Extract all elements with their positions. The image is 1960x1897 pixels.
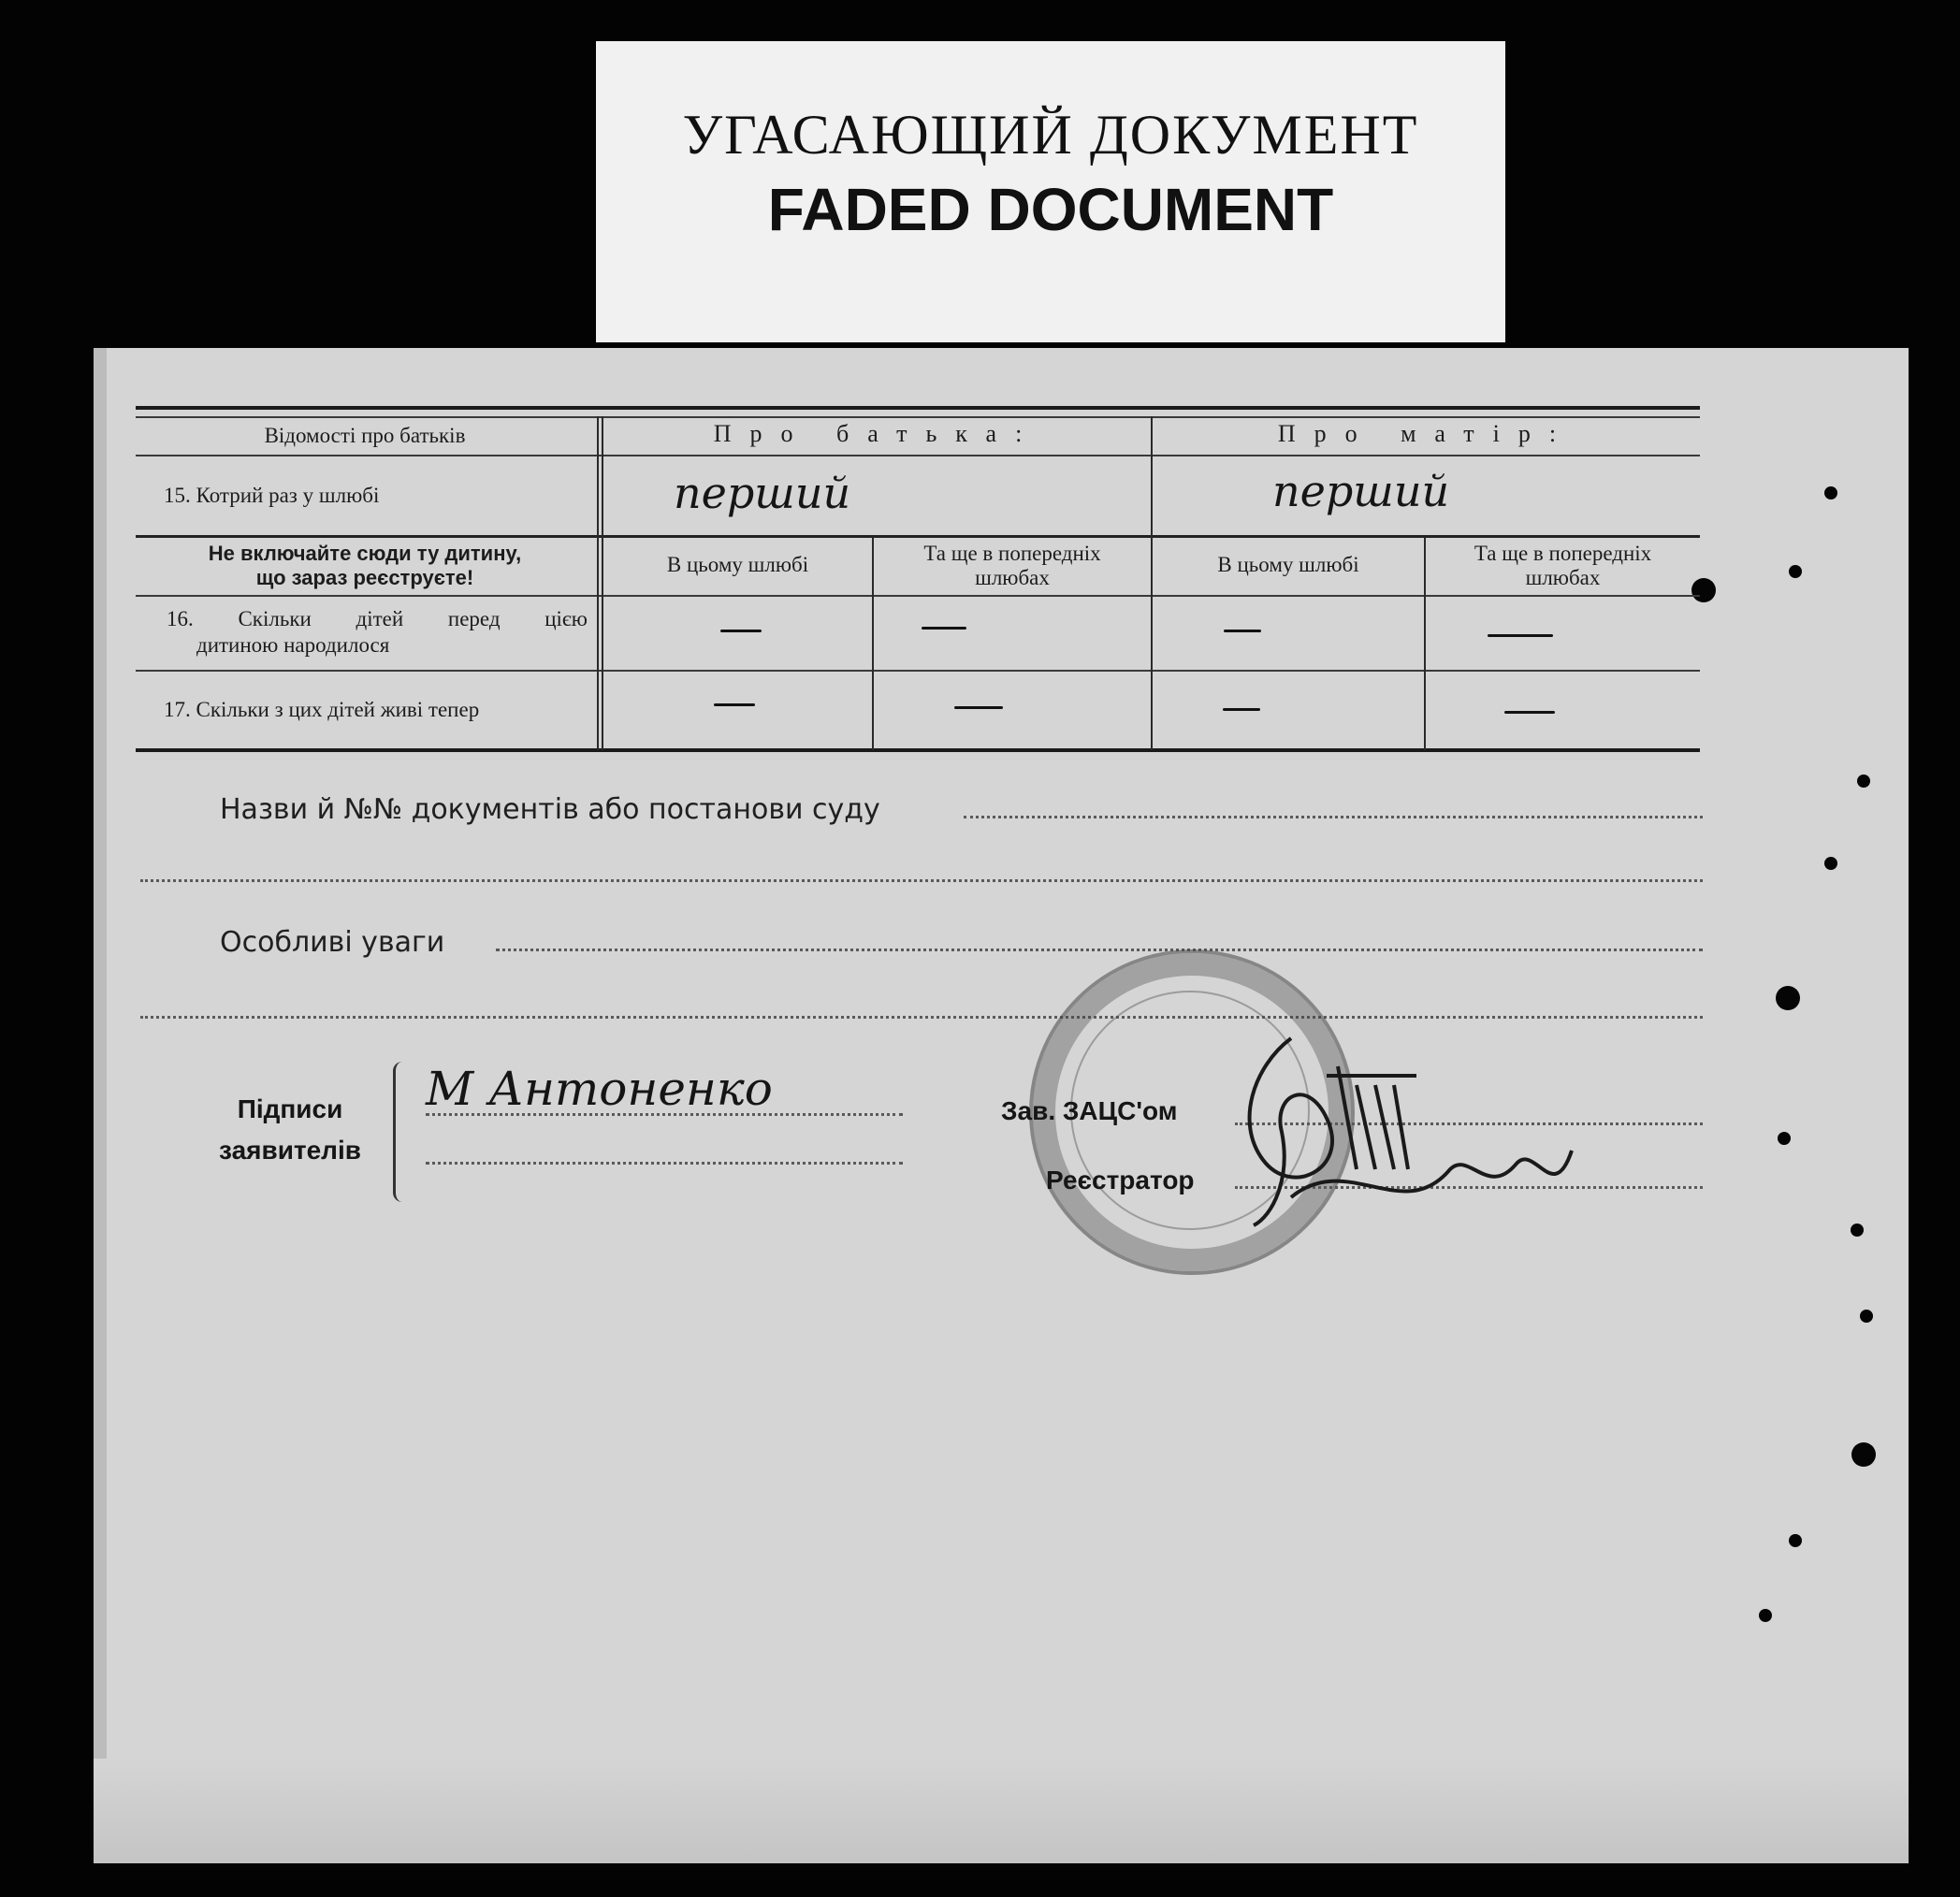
punch-hole <box>1776 986 1800 1010</box>
punch-hole <box>1824 857 1837 870</box>
card-title-ru: УГАСАЮЩИЙ ДОКУМЕНТ <box>682 104 1419 166</box>
card-title-en: FADED DOCUMENT <box>767 176 1334 243</box>
official-signature <box>1216 1010 1590 1235</box>
subheader-father-this-marriage: В цьому шлюбі <box>666 553 809 576</box>
table-rule <box>136 670 1700 672</box>
row16-father-prev-value <box>922 627 966 630</box>
subheader-note-line1: Не включайте сюди ту дитину, <box>208 542 522 565</box>
subheader-father-prev-line1: Та ще в попередніх <box>923 542 1101 565</box>
row16-father-this-value <box>720 630 762 632</box>
table-bottom-rule <box>136 748 1700 752</box>
row16-mother-this-value <box>1224 630 1261 632</box>
table-rule <box>136 595 1700 597</box>
applicant-signature: М Антоненко <box>426 1062 773 1116</box>
sheet-shade <box>94 1759 1909 1863</box>
subheader-note-line2: що зараз реєструєте! <box>255 566 474 589</box>
notes-field-line <box>496 948 1703 951</box>
subheader-mother-this-marriage: В цьому шлюбі <box>1217 553 1359 576</box>
punch-hole <box>1860 1310 1873 1323</box>
head-label: Зав. ЗАЦС'ом <box>1001 1096 1178 1125</box>
table-col-divider <box>1151 416 1153 750</box>
row17-father-prev-value <box>954 706 1003 709</box>
notes-label: Особливі уваги <box>220 926 445 959</box>
registrar-label: Реєстратор <box>1046 1166 1195 1195</box>
row16-label-line2: дитиною народилося <box>196 633 390 657</box>
subheader-mother-prev-line2: шлюбах <box>1525 566 1601 589</box>
table-rule <box>136 416 1700 418</box>
punch-hole <box>1824 486 1837 500</box>
sheet-edge <box>94 348 107 1863</box>
punch-hole <box>1789 1534 1802 1547</box>
faded-document-card <box>596 41 1505 342</box>
row17-father-this-value <box>714 703 755 706</box>
documents-label: Назви й №№ документів або постанови суду <box>220 793 880 826</box>
subheader-mother-prev-line1: Та ще в попередніх <box>1474 542 1652 565</box>
row16-label-line1: 16. Скільки дітей перед цією <box>167 607 588 630</box>
subheader-father-prev-line2: шлюбах <box>975 566 1050 589</box>
row16-mother-prev-value <box>1488 634 1553 637</box>
punch-hole <box>1778 1132 1791 1145</box>
punch-hole <box>1851 1224 1864 1237</box>
header-mother: Про матір: <box>1277 420 1575 447</box>
punch-hole <box>1857 775 1870 788</box>
row15-mother-value: перший <box>1272 466 1450 516</box>
applicants-label-line2: заявителів <box>219 1136 361 1165</box>
table-rule <box>136 455 1700 456</box>
applicant-signature-line <box>426 1113 903 1116</box>
documents-field-line2 <box>140 879 1703 882</box>
table-top-rule <box>136 406 1700 410</box>
header-parents-info: Відомості про батьків <box>264 424 466 447</box>
row15-father-value: перший <box>674 468 851 518</box>
punch-hole <box>1759 1609 1772 1622</box>
row17-label: 17. Скільки з цих дітей живі тепер <box>164 698 480 721</box>
table-rule <box>136 535 1700 538</box>
header-father: Про батька: <box>713 420 1041 447</box>
punch-hole <box>1851 1442 1876 1467</box>
row15-label: 15. Котрий раз у шлюбі <box>164 484 380 507</box>
punch-hole <box>1789 565 1802 578</box>
applicants-label-line1: Підписи <box>237 1094 343 1123</box>
applicant-signature-line2 <box>426 1162 903 1165</box>
documents-field-line <box>964 816 1703 818</box>
row17-mother-this-value <box>1223 708 1260 711</box>
applicants-brace <box>393 1062 411 1202</box>
row17-mother-prev-value <box>1504 711 1555 714</box>
